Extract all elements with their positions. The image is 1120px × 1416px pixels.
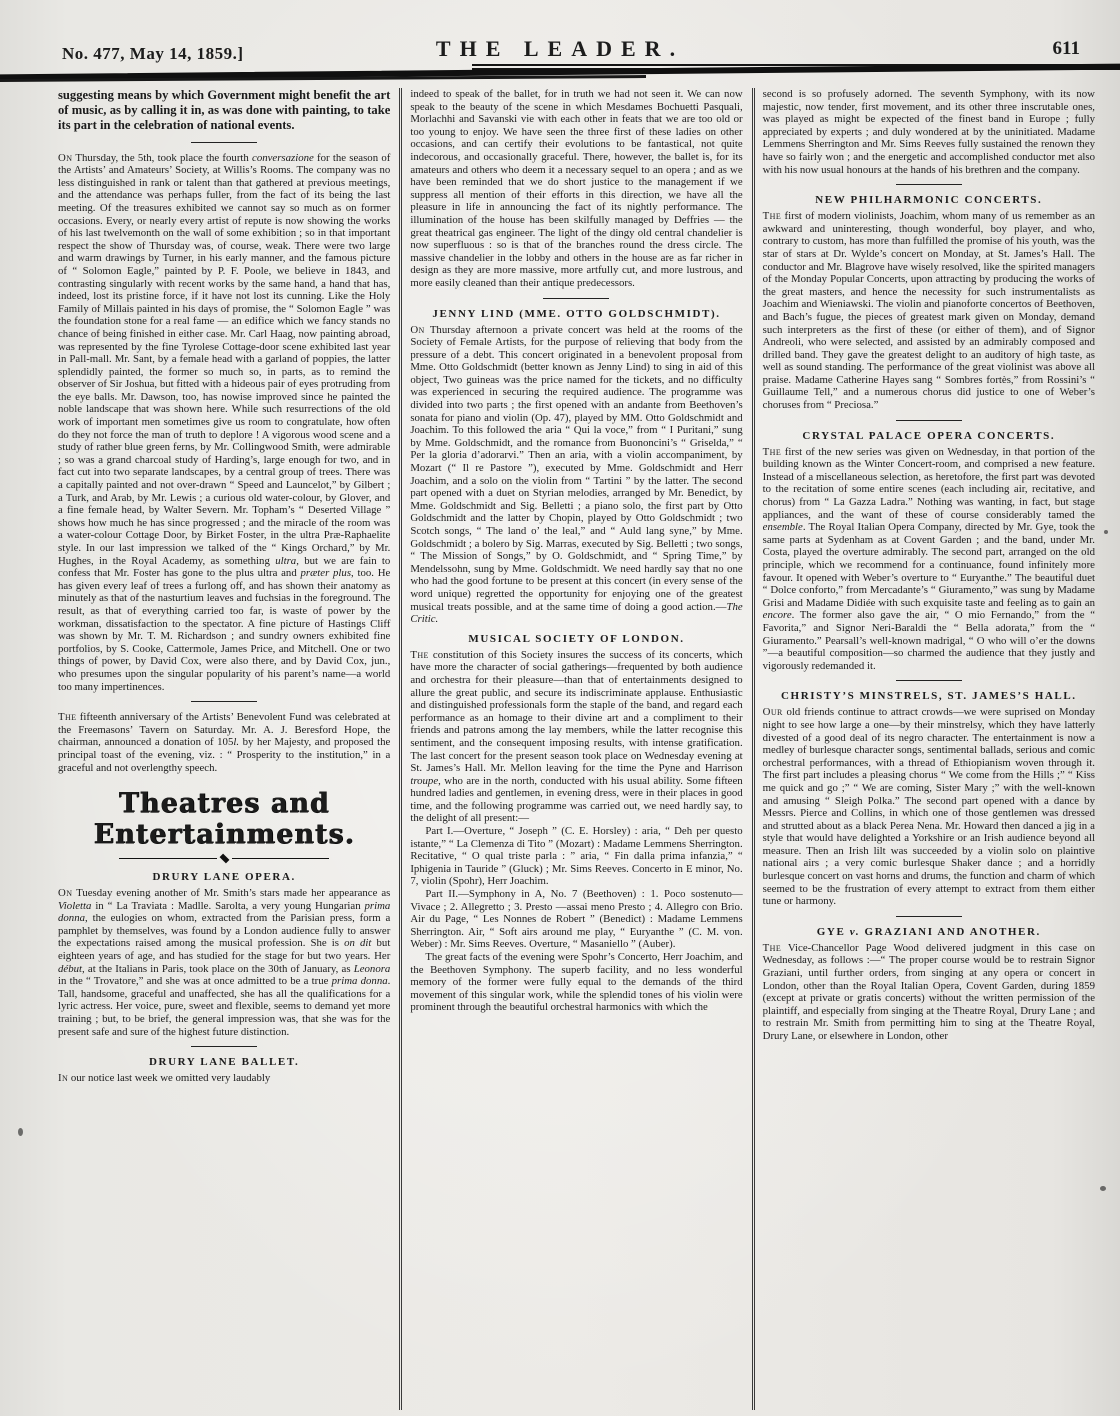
column-2: [399, 88, 751, 1410]
article-paragraph: On Thursday, the 5th, took place the fourth conversazione for the season of the Artists’ and Amateurs’ Society, at Willis’s Rooms. The company was no less distinguished in rank or talent than that gathered at previous meetings, and the attendance was perhaps fuller, from the fact of its being the last meeting. Of the treasures exhibited we cannot say so much as on former occasions. Every, or nearly every artist of repute is now showing the works of his last twelvemonth on the wall of some exhibition ; so in that important respect the show of Thursday was, of course, weak. There were two large and warm drawings by Turner, in his early manner, and the famous picture of “ Solomon Eagle,” painted by P. F. Poole, we believe in 1843, and contrasting singularly with recent works by the same hand, a hand that has, indeed, lost its pristine force, if it have not lost its cunning. Like the Holy Family of Millais painted in his days of promise, the “ Solomon Eagle ” was the foundation stone for a real fame — an edifice which we fancy stands no chance of being finished in either case. Mr. Carl Haag, now painting abroad, was represented by the fine Tyrolese Cottage-door scene exhibited last year in Pall-mall. Mr. Sant, by a female head with a garland of poppies, the latter splendidly painted, the former so much so, in parts, as to remind the observer of Sir Joshua, but fitted with a hideous pair of eyes protruding from the eye balls. Mr. Dawson, too, has nowise improved since he painted the noble landscape that was shown here. While such resurrections of the old work of important men sometimes give us room to congratulate, how often do they not force the man of truth to deplore ! A vigorous wood scene and a study of rather blue green ferns, by Mr. Collingwood Smith, were admirable ; so was a grand charcoal study of Harding’s, large enough for two, and in fact cut into two separate landscapes, by a central group of trees. There was a capitally painted and not over-drawn “ Speed and Launcelot,” by Gilbert ; a Turk, and Arab, by Mr. Lewis ; a curious old water-colour, by Glover, and a fine female head, by Walter Severn. Mr. Topham’s “ Deserted Village ” shows how much he has since progressed ; and the miracle of the room was a water-colour Cottage Door, by Birket Foster, in the ultra Præ-Raphaelite style. In our last impression we talked of the “ Kings Orchard,” by Mr. Hughes, in the Royal Academy, as something ultra, but we are fain to confess that Mr. Foster has gone to the plus ultra and præter plus, too. He has given every leaf of trees a furlong off, and has shown their anatomy as minutely as that of the nasturtium leaves and fuchsias in the foreground. The result, as that of everything carried too far, is waste of power by the workman, dissatisfaction to the spectator. A fine picture of Hastings Cliff was shown by Mr. T. M. Richardson ; and sundry owners exhibited fine portfolios, by S. Cooke, Cattermole, James Price, and Mitchell. One or two things of power, by David Cox, were also there, and by David Cox, jun., who presumes upon the singular popularity of his parent’s name—a world too many impertinences.: [58, 151, 391, 693]
paper-title: THE LEADER.: [435, 36, 685, 61]
article-paragraph: The first of modern violinists, Joachim, whom many of us remember as an awkward and uninteresting, though wonderful, boy player, and who, contrary to custom, has more than fulfilled the promise of his youth, was the star of stars at Dr. Wylde’s concert on Monday, at St. James’s Hall. The conductor and Mr. Blagrove have wisely resolved, like the spirited managers of the Monday Popular Concerts, upon attracting by producing the works of the great masters, and hence the necessity for such instrumentalists as Joachim and Wieniawski. The violin and pianoforte concertos of Beethoven, and Bach’s fugue, the pieces of greatest mark given on Monday, demand such interpreters as the first of these (or either of them), and of Signor Andreoli, who were selected, and assisted by an admirably composed and drilled band. They gave the greatest delight to an auditory of high taste, as well as sound standing. The performance of the great violinist was above all praise. Madame Catherine Hayes sang “ Sombres fortès,” from Rossini’s “ Guillaume Tell,” and a numerous chorus did justice to one of Weber’s choruses from “ Preciosa.”: [762, 210, 1095, 412]
article-paragraph: indeed to speak of the ballet, for in truth we had not seen it. We can now speak to the beauty of the scene in which Mesdames Bochuetti Pasquali, Morlachhi and Savanski vie with each other in feats that we are too old or too young to enjoy. We have seen the three first of these ladies on other occasions, and can certify their evolutions to be fantastical, not quite indecorous, and occasionally graceful. There, however, the ballet is, for its amateurs and others who deem it a necessary sequel to an opera ; and as we have been reminded that we do short justice to the management if we suppress all mention of their efforts in this direction, we have all the pleasure in life in announcing the fact of its nightly performance. The illumination of the house has been skilfully managed by Deffries — the great theatrical gas engineer. The light of the dingy old central chandelier is now superfluous : so is that of the branches round the dress circle. The massive chandelier in the lobby and others in the house are as far richer in design as they are more massive, more artfully cut, and more lustrous, and more easily cleaned than their antique predecessors.: [410, 88, 743, 289]
article-heading: DRURY LANE OPERA.: [152, 871, 296, 884]
lead-word: On: [410, 323, 425, 336]
article-heading: GYE v. GRAZIANI AND ANOTHER.: [816, 925, 1041, 938]
article-heading: MUSICAL SOCIETY OF LONDON.: [468, 632, 685, 645]
divider-rule: [543, 298, 609, 301]
scan-speck: [1100, 1186, 1106, 1191]
article-paragraph: The constitution of this Society insures the success of its concerts, which have more the character of social gatherings—frequented by both audience and orchestra for their pleasure—than that of entertainments designed to allure the great public, and secure its indiscriminate applause. Enthusiastic and distinguished professionals form the staple of the band, and regard each performance as an homage to their divine art and a compliment to their friends and patrons among the lay members, while the latter recognise this sentiment, and the consequent imposing results, with intense gratification. The last concert for the present season took place on Wednesday evening at St. James’s Hall. Mr. Mellon leaving for the time the Pyne and Harrison troupe, who are in the north, conducted with his usual ability. Some fifteen hundred ladies and gentlemen, in evening dress, were in their places in good time, and the following programme was carried out, we need hardly say, to the delight of all present:—: [410, 648, 743, 825]
page-number: 611: [1052, 38, 1080, 59]
article-paragraph: On Tuesday evening another of Mr. Smith’s stars made her appearance as Violetta in “ La Traviata : Madlle. Sarolta, a very young Hungarian prima donna, the eulogies on whom, extracted from the Parisian press, form a pamphlet by themselves, was found by a London audience fully to answer the expectations raised among the musical profession. She is on dit but eighteen years of age, and has studied for the stage for but two years. Her début, at the Italians in Paris, took place on the 30th of January, as Leonora in the “ Trovatore,” and she was at once admitted to be a true prima donna. Tall, handsome, graceful and unaffected, she has all the qualifications for a lyric actress. Her voice, pure, sweet and flexible, seems to demand yet more training ; but, to be brief, the general impression was, that she was for the present safe and sure of the highest future distinction.: [58, 887, 391, 1038]
scan-speck: [18, 1128, 23, 1136]
lead-word: On: [58, 151, 73, 164]
article-paragraph: Our old friends continue to attract crowds—we were suprised on Monday night to see how large a one—by their minstrelsy, which they have latterly divested of a good deal of its negro character. The entertainment is now a medley of burlesque character songs, sentimental ballads, serious and comic orchestral performances, with a thread of Ethiopianism woven through it. The first part includes a pleasing chorus “ We come from the Hills ;” “ Kiss me quick and go ;” “ We are coming, Sister Mary ;” with the well-known and amusing “ Sleigh Polka.” The second part opened with a dance by Messrs. Pierce and Collins, in which one of those gentlemen was dressed and strutted about as a black Perea Nena. Mr. Howard then danced a jig in a style that would have delighted a Yorkshire or an Irish audience beyond all measure. Then an Irish lilt was succeeded by a violin solo on plaintive national airs ; a very comic burlesque Shaker dance ; and a horridly burlesque concert on vast horns and drums, the function and charm of which seemed to be the frustration of every attempt to extract from them either tune or harmony.: [762, 706, 1095, 908]
column-container: [50, 88, 1104, 1410]
article-paragraph: Part II.—Symphony in A, No. 7 (Beethoven) : 1. Poco sostenuto—Vivace ; 2. Allegretto ; 3. Presto —assai meno Presto ; 4. Allegro con Brio. Air du Page, “ Les Nonnes de Robert ” (Benedict) : Madame Lemmens Sherrington. Air, “ Soft airs around me play, “ Euryanthe ” (C. M. von. Weber) : Mr. Sims Reeves. Overture, “ Masaniello ” (Auber).: [410, 888, 743, 951]
divider-rule: [191, 701, 257, 704]
divider-rule: [896, 420, 962, 423]
diamond-ornament: [219, 854, 229, 864]
article-paragraph: Part I.—Overture, “ Joseph ” (C. E. Horsley) : aria, “ Deh per questo istante,” “ La Clemenza di Tito ” (Mozart) : Madame Lemmens Sherrington. Recitative, “ O qual triste parla : ” aria, “ Fin dalla prima infanzia,” “ Iphigenia in Tauride ” (Gluck) ; Mr. Sims Reeves. Concerto in E minor, No. 7, violin (Spohr), Herr Joachim.: [410, 825, 743, 888]
column-1: [50, 88, 399, 1410]
divider-rule: [896, 184, 962, 187]
article-paragraph: The Vice-Chancellor Page Wood delivered judgment in this case on Wednesday, as follows :—“ The proper course would be to restrain Signor Graziani, until further orders, from singing at any opera or concert in London, other than the Royal Italian Opera, Covent Garden, during 1859 (except at private or gratis concerts) without the written permission of the plaintiff, and especially from singing at the Theatre Royal, Drury Lane ; and to restrain Mr. Smith from permitting him to sing at the Theatre Royal, Drury Lane, or elsewhere in London, other: [762, 941, 1095, 1042]
article-paragraph: The great facts of the evening were Spohr’s Concerto, Herr Joachim, and the Beethoven Symphony. The superb facility, and no less wonderful memory of the former were fully equal to the demands of the third movement of this singular work, while the splendid tones of his violin were prominent through the beautiful orchestral harmonics with which the: [410, 951, 743, 1014]
article-heading: NEW PHILHARMONIC CONCERTS.: [815, 194, 1043, 207]
article-paragraph: suggesting means by which Government might benefit the art of music, as by calling it in, as was done with painting, to take its part in the celebration of national events.: [58, 88, 391, 133]
scan-speck: [1104, 530, 1108, 534]
lead-word: The: [410, 648, 429, 661]
divider-rule: [896, 680, 962, 683]
ornament-line: [119, 858, 217, 859]
issue-date: No. 477, May 14, 1859.]: [62, 44, 244, 63]
divider-rule: [896, 916, 962, 919]
lead-word: On: [58, 887, 73, 900]
lead-word: The: [762, 445, 782, 458]
ornament-divider: [119, 854, 329, 863]
article-paragraph: The first of the new series was given on Wednesday, in that portion of the building known as the Winter Concert-room, and comprised a new feature. Instead of a miscellaneous selection, as heretofore, the first part was devoted to the recitation of some entire scenes (each including air, recitative, and chorus) from “ La Gazza Ladra.” Nothing was wanting, in fact, but stage appliances, and the want of these of course considerably tamed the ensemble. The Royal Italian Opera Company, directed by Mr. Gye, took the same parts at Sydenham as at Covent Garden ; and the band, under Mr. Costa, played the overture admirably. The second part, arranged on the old principle, which we recommend for a continuance, found infinitely more favour. It opened with Weber’s overture to “ Euryanthe.” The beautiful duet “ Dolce conforto,” from Mercadante’s “ Giuramento,” was sung by Madame Grisi and Madame Didiée with such exquisite taste and feeling as to gain an encore. The former also gave the air, “ O mio Fernando,” from the “ Favorita,” and Signor Neri-Baraldi the “ Bella adorata,” from the “ Giuramento.” Pearsall’s well-known madrigal, “ O who will o’er the downs ”—a beautiful composition—so charmed the audience that they justly and vigorously redemanded it.: [762, 445, 1095, 672]
article-heading: DRURY LANE BALLET.: [148, 1056, 300, 1069]
lead-word: The: [58, 711, 77, 724]
ornament-line: [232, 858, 330, 859]
divider-rule: [191, 1046, 257, 1049]
article-heading: CRYSTAL PALACE OPERA CONCERTS.: [802, 429, 1056, 442]
column-3: [752, 88, 1104, 1410]
article-paragraph: On Thursday afternoon a private concert was held at the rooms of the Society of Female Artists, for the purpose of relieving that body from the pressure of a debt. This concert originated in a benevolent proposal from Mme. Otto Goldschmidt (better known as Jenny Lind) to sing in aid of this object, Two guineas was the price named for the tickets, and no difficulty was experienced in securing the required audience. The programme was divided into two parts ; the first opened with an andante from Beethoven’s sonata for piano and violin (Op. 47), played by MM. Otto Goldschmidt and Joachim. To this followed the aria “ Qui la voce,” from “ I Puritani,” sung by Mme. Goldschmidt, and the romance from Buononcini’s “ Griselda,” “ Per la gloria d’adorarvi.” Then an aria, with a violin accompaniment, by Mozart (“ Il re Pastore ”), executed by Mme. Goldschmidt and Herr Joachim, and a solo on the violin from “ Tartini ” by the latter. The second part opened with a duet on Styrian melodies, arranged by Mr. Benedict, by Mme. Goldschmidt and Sig. Belletti ; a piano solo, the first part by Otto Goldschmidt and the latter by Chopin, played by Otto Goldschmidt ; two Scotch songs, “ The land o’ the leal,” and “ Auld lang syne,” by Mme. Goldschmidt ; a bolero by Sig. Marras, executed by Sig. Belletti ; two songs, “ The Mission of Songs,” by O. Goldschmidt, and “ Spring Time,” by Mendelssohn, sung by Mme. Goldschmidt. We need hardly say that no one who had the good fortune to be present at this concert (in every sense of the word unique) regretted the opportunity for enjoying one of the greatest musical treats possible, and at the same time of doing a good action.—The Critic.: [410, 323, 743, 626]
article-heading: CHRISTY’S MINSTRELS, ST. JAMES’S HALL.: [781, 690, 1077, 703]
article-paragraph: In our notice last week we omitted very laudably: [58, 1072, 271, 1085]
lead-word: The: [762, 941, 782, 954]
article-heading: JENNY LIND (MME. OTTO GOLDSCHMIDT).: [432, 307, 721, 320]
lead-word: In: [58, 1072, 69, 1085]
article-paragraph: second is so profusely adorned. The seventh Symphony, with its now majestic, now tender, first movement, and its other three inscrutable ones, was played as might be expected of the finest band in Europe ; fully appreciated by experts ; and duly wondered at by the uninitiated. Madame Lemmens Sherrington and Mr. Sims Reeves fully sustained the renown they have so fairly won ; and the energetic and accomplished conductor met also with his now usual honours at the hands of his brethren and the company.: [762, 88, 1095, 176]
divider-rule: [191, 142, 257, 145]
section-masthead: Theatres and Entertainments.: [93, 788, 355, 851]
lead-word: The: [762, 210, 782, 223]
lead-word: Our: [762, 706, 783, 719]
article-paragraph: The fifteenth anniversary of the Artists’ Benevolent Fund was celebrated at the Freemasons’ Tavern on Saturday. Mr. A. J. Beresford Hope, the chairman, announced a donation of 105l. by her Majesty, and proposed the principal toast of the evening, viz. : “ Prosperity to the institution,” in a graceful and not overlengthy speech.: [58, 711, 391, 774]
